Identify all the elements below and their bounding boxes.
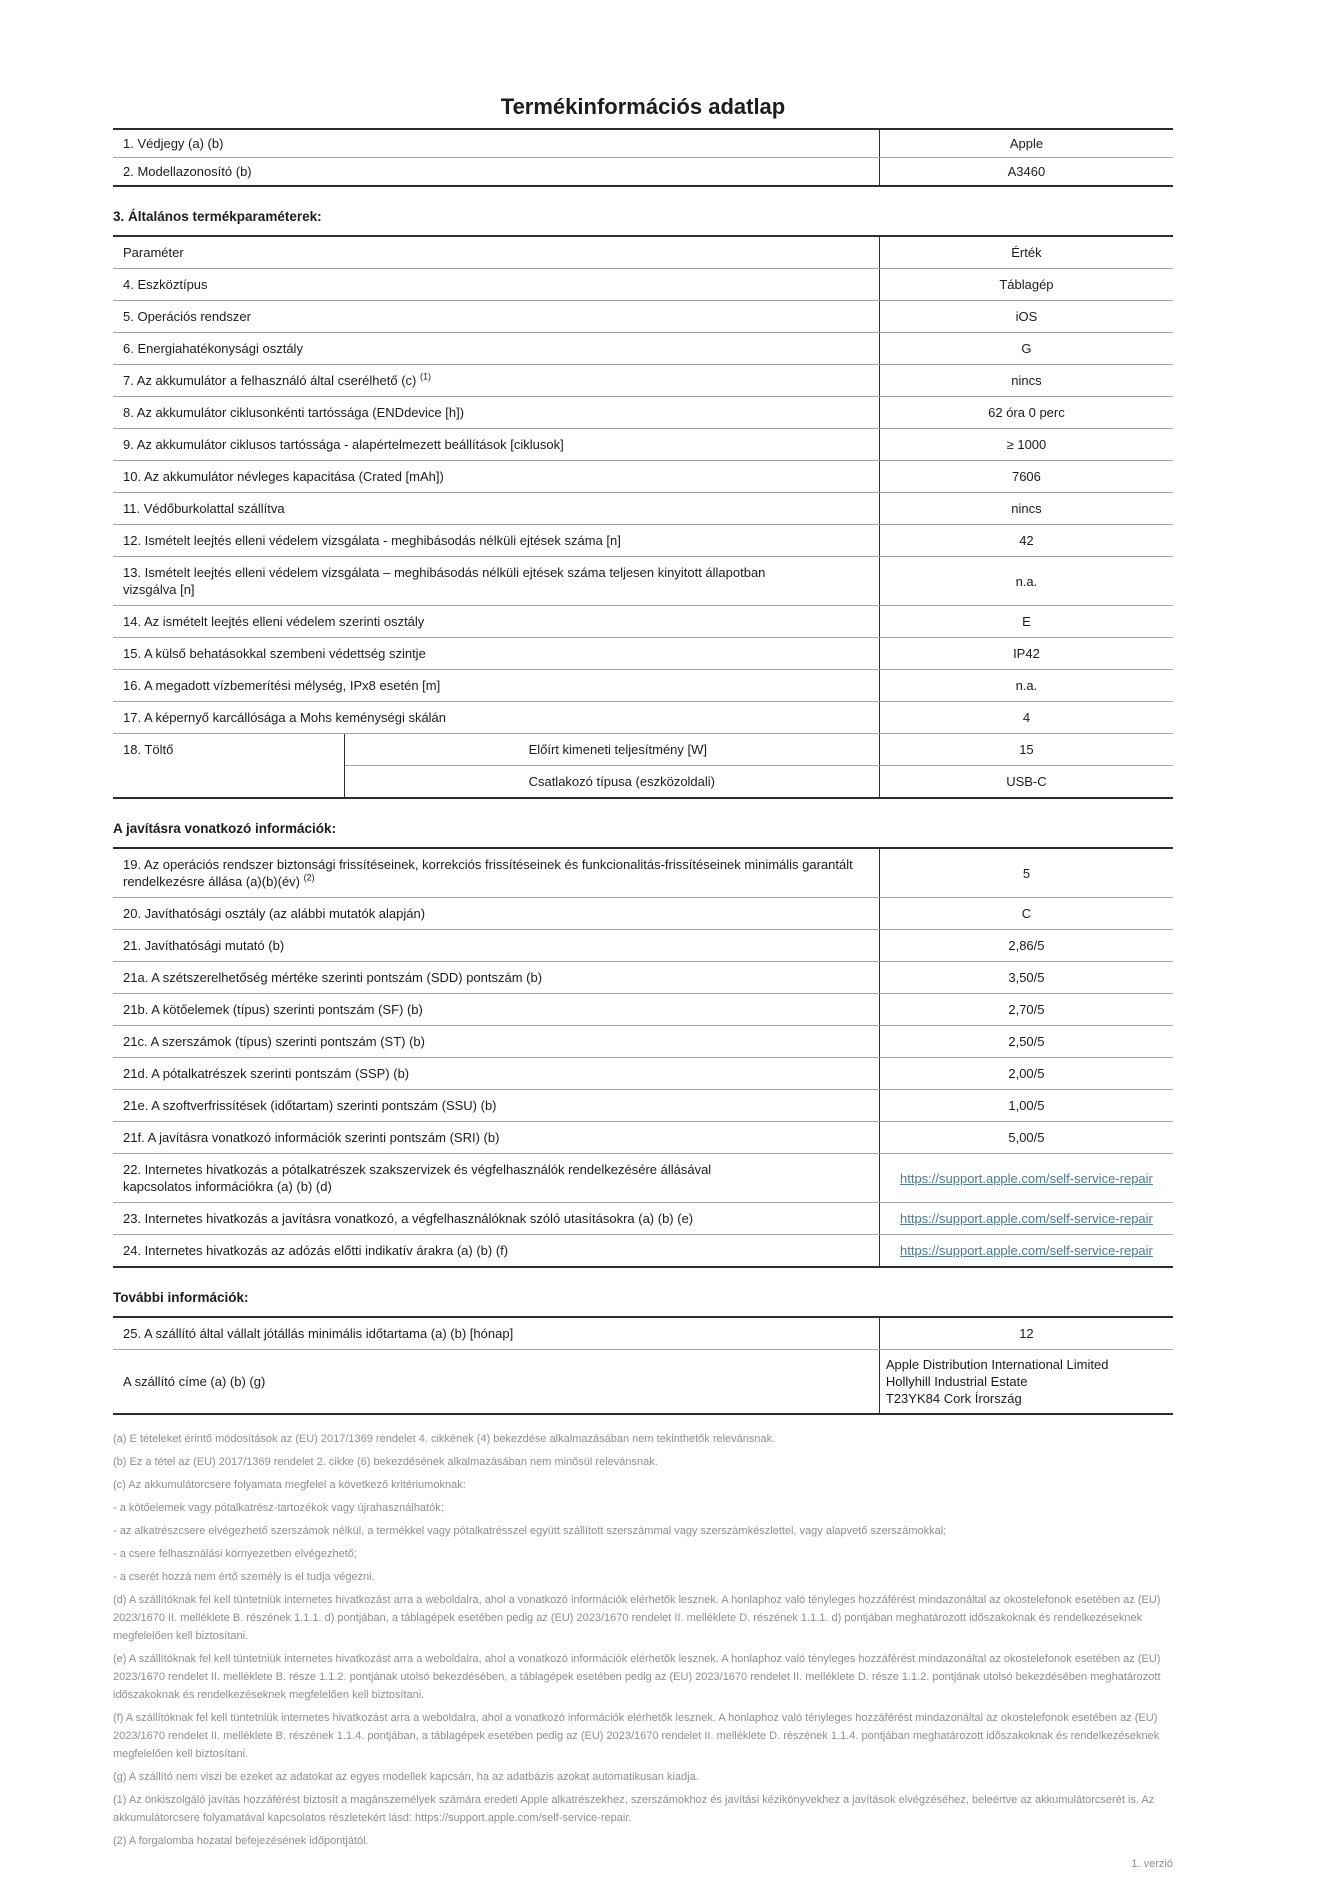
column-header-parameter: Paraméter [113,236,879,269]
more-section-heading: További információk: [113,1290,249,1305]
row-value [879,301,1173,333]
row-value [879,1026,1173,1058]
table-row [113,429,1173,461]
table-row [113,397,1173,429]
row-label-text: 21. Javíthatósági mutató (b) [123,938,285,953]
row-label-text: 23. Internetes hivatkozás a javításra vonatkozó, a végfelhasználóknak szóló utasításokra (a) (b) (e) [123,1211,694,1226]
more-info-table [113,1316,1173,1415]
row-label-text: 5. Operációs rendszer [123,309,251,324]
table-row [113,557,1173,606]
row-label-text: 19. Az operációs rendszer biztonsági frissítéseinek, korrekciós frissítéseinek és funkcionalitás-frissítéseinek minimális garantált rendelkezésre állása (a)(b)(év) [123,857,853,889]
row-label [113,1235,879,1268]
row-label [113,848,879,898]
support-link[interactable]: https://support.apple.com/self-service-repair [899,1170,1153,1186]
table-row [113,333,1173,365]
row-label [113,702,879,734]
row-value [879,1122,1173,1154]
table-row [113,606,1173,638]
table-row [113,1122,1173,1154]
row-label-text: A szállító címe (a) (b) (g) [123,1374,266,1389]
table-row [113,365,1173,397]
row-value [879,397,1173,429]
table-row [113,670,1173,702]
address-line: Apple Distribution International Limited [885,1357,1109,1372]
general-parameters-table [113,235,1173,799]
table-row [113,962,1173,994]
table-row [113,1350,1173,1415]
row-label-text: 7. Az akkumulátor a felhasználó által cserélhető (c) [123,373,420,388]
row-label-text: 14. Az ismételt leejtés elleni védelem szerinti osztály [123,614,425,629]
row-value-text: 7606 [1011,469,1041,484]
table-row [113,734,1173,766]
row-label-text: 8. Az akkumulátor ciklusonkénti tartóssága (ENDdevice [h]) [123,405,465,420]
row-value-text: A3460 [1007,164,1046,179]
row-value [879,129,1173,158]
row-value-text: C [1021,906,1032,921]
row-value [879,493,1173,525]
page-title: Termékinformációs adatlap [500,94,786,119]
row-value-text: Apple [1009,136,1044,151]
row-label [113,1203,879,1235]
row-value-text: 2,00/5 [1008,1066,1045,1081]
table-row [113,525,1173,557]
table-row [113,930,1173,962]
row-label-text: 21d. A pótalkatrészek szerinti pontszám (SSP) (b) [123,1066,410,1081]
table-row [113,994,1173,1026]
row-label-text: 9. Az akkumulátor ciklusos tartóssága - alapértelmezett beállítások [ciklusok] [123,437,564,452]
row-value-text: n.a. [1015,678,1038,693]
row-value [879,898,1173,930]
row-label [113,301,879,333]
product-datasheet-page [113,0,1173,1870]
table-row [113,1235,1173,1268]
table-row [113,848,1173,898]
row-value [879,557,1173,606]
row-value-text: G [1021,341,1032,356]
row-value-text: 2,70/5 [1008,1002,1045,1017]
repair-info-table [113,847,1173,1268]
row-value-text: nincs [1011,501,1042,516]
table-row [113,638,1173,670]
row-value-text: 1,00/5 [1008,1098,1045,1113]
row-label-text: 4. Eszköztípus [123,277,208,292]
footnote-line: (c) Az akkumulátorcsere folyamata megfelel a következő kritériumoknak: [113,1479,466,1491]
row-label [113,1122,879,1154]
row-value-text: 3,50/5 [1008,970,1045,985]
support-link[interactable]: https://support.apple.com/self-service-repair [899,1243,1153,1258]
row-value [879,269,1173,301]
row-label [113,365,879,397]
row-value [879,429,1173,461]
row-label-text: 15. A külső behatásokkal szembeni védettség szintje [123,646,426,661]
footnote-line: (f) A szállítóknak fel kell tüntetniük internetes hivatkozást arra a weboldalra, ahol a vonatkozó információk elérhetők lesznek. A honlaphoz való tényleges hozzáférést mindazonáltal az okostelefonok esetében az (EU) 2023/1670 rendelet II. melléklete B. részének 1.1.4. pontjában, a táblagépek esetében pedig az (EU) 2023/1670 rendelet II. melléklete D. részének 1.1.4. pontjában meghatározott időszakoknak és rendelkezéseknek megfelelően kell biztosítani. [113,1712,1160,1760]
row-value [879,365,1173,397]
row-label [113,994,879,1026]
row-value [879,158,1173,187]
table-row [113,1090,1173,1122]
row-label-text: 10. Az akkumulátor névleges kapacitása (Crated [mAh]) [123,469,444,484]
row-value [879,670,1173,702]
row-value-text: 42 [1019,533,1034,548]
table-row [113,158,1173,187]
row-label-text: 21f. A javításra vonatkozó információk szerinti pontszám (SRI) (b) [123,1130,500,1145]
row-label [113,129,879,158]
row-label-text: 21b. A kötőelemek (típus) szerinti pontszám (SF) (b) [123,1002,423,1017]
row-value-text: IP42 [1013,646,1040,661]
row-label-text: 12. Ismételt leejtés elleni védelem vizsgálata - meghibásodás nélküli ejtések száma [n] [123,533,621,548]
row-label [113,606,879,638]
row-label-text: 16. A megadott vízbemerítési mélység, IPx8 esetén [m] [123,678,441,693]
row-value-text: 62 óra 0 perc [988,405,1065,420]
row-value-text: 2,86/5 [1008,938,1045,953]
row-label-text: 11. Védőburkolattal szállítva [123,501,285,516]
row-label [113,557,879,606]
row-value [879,525,1173,557]
row-label-text: 20. Javíthatósági osztály (az alábbi mutatók alapján) [123,906,426,921]
row-label [113,493,879,525]
row-value-text: 2,50/5 [1008,1034,1045,1049]
row-value-text: Táblagép [999,277,1054,292]
footnote-ref: (1) [419,371,431,382]
repair-section-heading: A javításra vonatkozó információk: [113,821,337,836]
table-row [113,1026,1173,1058]
table-row [113,1317,1173,1350]
footnote-line: (a) E tételeket érintő módosítások az (EU) 2017/1369 rendelet 4. cikkének (4) bekezdése alkalmazásában nem tekinthetők relevánsnak. [113,1433,776,1445]
row-label-text: 6. Energiahatékonysági osztály [123,341,303,356]
row-value-text: 4 [1022,710,1031,725]
row-value [879,702,1173,734]
row-label [113,638,879,670]
row-label [113,1090,879,1122]
row-value: USB-C [1006,774,1047,789]
row-label [113,1350,879,1415]
table-row [113,269,1173,301]
table-row [113,1154,1173,1203]
row-value [879,333,1173,365]
row-label [113,1317,879,1350]
row-label [113,930,879,962]
row-value-text: E [1022,614,1031,629]
charger-sub-label: Előírt kimeneti teljesítmény [W] [344,734,879,766]
table-row [113,898,1173,930]
table-row [113,301,1173,333]
row-label-text: 13. Ismételt leejtés elleni védelem vizsgálata – meghibásodás nélküli ejtések száma teljesen kinyitott állapotban vizsgálva [n] [123,565,766,597]
row-value [879,1203,1173,1235]
row-label [113,525,879,557]
row-label-text: 22. Internetes hivatkozás a pótalkatrészek szakszervizek és végfelhasználók rendelkezésére állásával kapcsolatos információkra (a) (b) (d) [123,1162,712,1194]
charger-row-label: 18. Töltő [113,734,344,799]
address-line: T23YK84 Cork Írország [885,1391,1022,1406]
row-value-text: 5 [1022,865,1031,881]
table-row [113,129,1173,158]
row-label [113,1058,879,1090]
row-value [879,994,1173,1026]
charger-sub-label: Csatlakozó típusa (eszközoldali) [344,766,879,799]
footnote-line: (1) Az önkiszolgáló javítás hozzáférést biztosít a magánszemélyek számára eredeti Apple alkatrészekhez, szerszámokhoz és javítási kézikönyvekhez a javítások elvégzéséhez, beleértve az akkumulátorcserét is. Az akkumulátorcsere folyamatával kapcsolatos részletekért lásd: https://support.apple.com/self-service-repair. [113,1794,1155,1824]
row-value [879,1058,1173,1090]
row-label [113,1154,879,1203]
footnote-line: - a cserét hozzá nem értő személy is el tudja végezni. [113,1571,375,1583]
row-label [113,898,879,930]
footnote-line: (e) A szállítóknak fel kell tüntetniük internetes hivatkozást arra a weboldalra, ahol a vonatkozó információk elérhetők lesznek. A honlaphoz való tényleges hozzáférést mindazonáltal az okostelefonok esetében az (EU) 2023/1670 rendelet II. melléklete B. része 1.1.2. pontjának utolsó bekezdésében, a táblagépek esetében pedig az (EU) 2023/1670 rendelet II. melléklete D. része 1.1.2. pontjának utolsó bekezdésében meghatározott időszakoknak és rendelkezéseknek megfelelően kell biztosítani. [113,1653,1161,1701]
row-value-text: 12 [1019,1326,1034,1341]
row-label [113,429,879,461]
row-label-text: 21a. A szétszerelhetőség mértéke szerinti pontszám (SDD) pontszám (b) [123,970,543,985]
row-value [879,1317,1173,1350]
row-value-text: iOS [1015,309,1038,324]
table-row [113,461,1173,493]
general-section-heading: 3. Általános termékparaméterek: [113,209,322,224]
footnote-ref: (2) [303,872,315,883]
row-value-text: 5,00/5 [1008,1130,1045,1145]
footnote-line: (g) A szállító nem viszi be ezeket az adatokat az egyes modellek kapcsán, ha az adatbázis azokat automatikusan kiadja. [113,1771,699,1783]
row-value [879,1350,1173,1415]
row-label [113,397,879,429]
row-label [113,269,879,301]
row-value: 15 [879,734,1173,766]
row-value [879,962,1173,994]
row-label [113,1026,879,1058]
row-value [879,638,1173,670]
row-value [879,930,1173,962]
row-label [113,158,879,187]
row-label-text: 21c. A szerszámok (típus) szerinti pontszám (ST) (b) [123,1034,425,1049]
row-label [113,670,879,702]
support-link[interactable]: https://support.apple.com/self-service-repair [899,1211,1153,1226]
table-header-row [113,236,1173,269]
row-value [879,1235,1173,1268]
footnote-line: (2) A forgalomba hozatal befejezésének időpontjától. [113,1835,369,1847]
row-label-text: 17. A képernyő karcállósága a Mohs keménységi skálán [123,710,447,725]
row-value [879,1090,1173,1122]
table-row [113,1058,1173,1090]
version-label: 1. verzió [1131,1858,1173,1870]
row-label-text: 25. A szállító által vállalt jótállás minimális időtartama (a) (b) [hónap] [123,1326,514,1341]
footnote-line: (d) A szállítóknak fel kell tüntetniük internetes hivatkozást arra a weboldalra, ahol a vonatkozó információk elérhetők lesznek. A honlaphoz való tényleges hozzáférést mindazonáltal az okostelefonok esetében az (EU) 2023/1670 II. melléklete B. részének 1.1.1. d) pontjában, a táblagépek esetében pedig az (EU) 2023/1670 rendelet II. melléklete D. részének 1.1.1. d) pontjában meghatározott időszakoknak és rendelkezéseknek megfelelően kell biztosítani. [113,1594,1161,1642]
table-row [113,493,1173,525]
identity-table [113,128,1173,187]
address-line: Hollyhill Industrial Estate [885,1374,1028,1389]
row-label-text: 21e. A szoftverfrissítések (időtartam) szerinti pontszám (SSU) (b) [123,1098,497,1113]
column-header-value: Érték [879,236,1173,269]
row-value [879,606,1173,638]
footnotes-block [113,1430,1173,1850]
footnote-line: - a kötőelemek vagy pótalkatrész-tartozékok vagy újrahasználhatók; [113,1502,444,1514]
row-value-text: n.a. [1015,573,1038,589]
footnote-line: - a csere felhasználási környezetben elvégezhető; [113,1548,357,1560]
table-row [113,1203,1173,1235]
row-label [113,333,879,365]
footnote-line: (b) Ez a tétel az (EU) 2017/1369 rendelet 2. cikke (6) bekezdésének alkalmazásában nem minősül relevánsnak. [113,1456,658,1468]
row-label-text: 1. Védjegy (a) (b) [123,136,224,151]
row-label [113,962,879,994]
row-value [879,461,1173,493]
footnote-line: - az alkatrészcsere elvégezhető szerszámok nélkül, a termékkel vagy pótalkatrésszel együtt szállított szerszámmal vagy szerszámkészlettel, vagy alapvető szerszámokkal; [113,1525,947,1537]
row-value-text: nincs [1011,373,1042,388]
row-value [879,848,1173,898]
table-row [113,702,1173,734]
row-label-text: 24. Internetes hivatkozás az adózás előtti indikatív árakra (a) (b) (f) [123,1243,509,1258]
row-label-text: 2. Modellazonosító (b) [123,164,252,179]
row-value-text: ≥ 1000 [1006,437,1047,452]
row-value [879,1154,1173,1203]
row-label [113,461,879,493]
